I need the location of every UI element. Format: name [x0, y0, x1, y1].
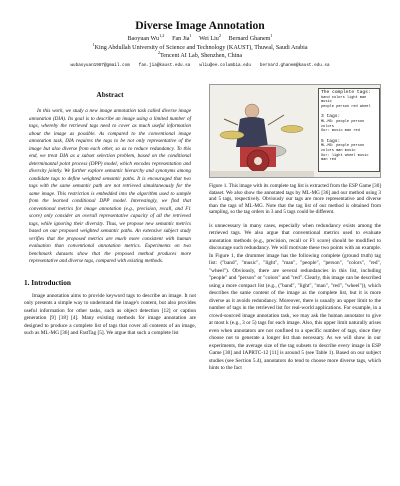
- author-list: [0, 33, 400, 43]
- author-affiliation-marker: 1,2: [159, 33, 165, 38]
- method-name: ML-MG: [321, 119, 332, 124]
- author-name: Fan Jia: [172, 36, 190, 43]
- left-column: [24, 84, 196, 338]
- email-list: [0, 63, 400, 68]
- email-address: wliu@ee.columbia.edu: [199, 63, 251, 68]
- email-address: fan.jia@kaust.edu.sa: [138, 63, 191, 68]
- introduction-text: Image annotation aims to provide keyword tags to describe an image. It not only presents a simple way to understand the image's content, but also provides useful information for other tasks, such as object detection [12] or caption generation [9] [18] [4]. Many existing methods for image annotation are designed to produce a complete list of tags that cover all contents of an image, such as ML-MG [36] and FastTag [5]. We argue that such a complete list: [24, 292, 196, 336]
- introduction-heading: 1. Introduction: [24, 277, 71, 287]
- author-affiliation-marker: 1: [270, 33, 273, 38]
- five-tags-row: Our: light wheel music man red: [321, 153, 369, 163]
- tag-values: people person colors: [321, 119, 365, 129]
- method-name: Our: [321, 129, 328, 134]
- paper-title: Diverse Image Annotation: [135, 19, 265, 32]
- affiliation-marker: 2: [157, 50, 160, 55]
- author-affiliation-marker: 1: [189, 33, 192, 38]
- email-address: wubaoyuan1987@gmail.com: [70, 63, 130, 68]
- complete-tags-line: people person red wheel: [321, 104, 371, 109]
- body-text: is unnecessary in many cases, especially when redundancy exists among the retrieved tags. We also argue that conventional metrics used to evaluate annotation methods (e.g., precision, recall or F1 score) should be modified to discourage such redundancy. We will motivate these two points with an example. In Figure 1, the drummer image has the following complete (ground truth) tag list: ("band", "music", "light", "man", "people", "person", "colors", "red", "wheel"). Obviously, there are several redundancies in this list, including "people" and "person" or "colors" and "red". Clearly, this image can be described using a more compact list (e.g., ("band", "light", "man", "red", "wheel")), which describes the same content of the image as the complete list, but it is more diverse as it avoids redundancy. Moreover, there is usually an upper limit to the number of tags in the retrieved list for real-world applications. For example, in a crowd-sourced image annotation task, we may ask the human annotator to give at most k (e.g., 3 or 5) tags for each image. Also, this upper limit naturally arises even when annotators are not confined to a specific number of tags, since they choose not to generate a longer list than necessary. As we will show in our experiments, the average size of the tag subsets to describe every image in ESP Game [30] and IAPRTC-12 [11] is around 5 (see Table 1). Based on our subject studies (see Section 5.4), annotators do tend to choose more diverse tags, which hints to the fact: [209, 222, 381, 372]
- affiliation-marker: 1: [92, 42, 95, 47]
- three-tags-label: 3 tags:: [321, 114, 341, 120]
- tag-values: people person colors man music: [321, 144, 365, 153]
- five-tags-label: 5 tags:: [321, 138, 341, 144]
- author-affiliation-marker: 2: [218, 33, 221, 38]
- email-address: bernard.ghanem@kaust.edu.sa: [259, 63, 330, 68]
- abstract-text: In this work, we study a new image annotation task called diverse image annotation (DIA). Its goal is to describe an image using a limited number of tags, whereby the retrieved tags need to cover as much useful information about the image as possible. As compared to the conventional image annotation task, DIA requires the tags to be not only representative of the image but also diverse from each other, so as to reduce redundancy. To this end, we treat DIA as a subset selection problem, based on the conditional determinantal point process (DPP) model, which encodes representation and diversity jointly. We further explore semantic hierarchy and synonyms among candidate tags to define weighted semantic paths. It is encouraged that two tags with the same semantic path are not retrieved simultaneously for the same image. This restriction is embedded into the algorithm used to sample from the learned conditional DPP model. Interestingly, we find that conventional metrics for image annotation (e.g., precision, recall, and F1 score) only consider an overall representative capacity of all the retrieved tags, while ignoring their diversity. Thus, we propose new semantic metrics based on our proposed weighted semantic paths. An extensive subject study verifies that the proposed metrics are much more consistent with human evaluation than conventional annotation metrics. Experiments on two benchmark datasets show that the proposed method produces more representative and diverse tags, compared with existing methods.: [29, 108, 191, 264]
- tag-values: light wheel music man red: [321, 153, 369, 163]
- abstract-heading: Abstract: [96, 90, 124, 99]
- complete-tags-title: The complete tags:: [321, 90, 371, 95]
- affiliation-text: Tencent AI Lab, Shenzhen, China: [159, 53, 243, 60]
- five-tags-row: ML-MG: people person colors man music: [321, 144, 365, 153]
- affiliation: [0, 50, 400, 60]
- affiliation-text: King Abdullah University of Science and Technology (KAUST), Thuwal, Saudi Arabia: [94, 45, 308, 52]
- tag-values: music man red: [331, 129, 360, 134]
- affiliation: [0, 42, 400, 52]
- method-name: ML-MG: [321, 144, 332, 149]
- method-name: Our: [321, 153, 328, 158]
- three-tags-row: Our: music man red: [321, 129, 360, 134]
- tag-list-box: [318, 88, 380, 172]
- three-tags-row: ML-MG: people person colors: [321, 119, 365, 129]
- author-name: Wei Liu: [199, 36, 219, 43]
- author-name: Baoyuan Wu: [127, 36, 160, 43]
- right-column: [209, 84, 381, 373]
- figure-1: [209, 84, 381, 178]
- complete-tags-line: band colors light man music: [321, 95, 367, 105]
- author-name: Bernard Ghanem: [228, 36, 271, 43]
- figure-caption: Figure 1. This image with its complete tag list is extracted from the ESP Game [30] dataset. We also show the annotated tags by ML-MG [36] and our method using 3 and 5 tags, respectively. Obviously our tags are more representative and diverse than the tags of ML-MG. Note that the tag list of our method is obtained from sampling, so the tag orders in 3 and 5 tags could be different.: [209, 183, 381, 216]
